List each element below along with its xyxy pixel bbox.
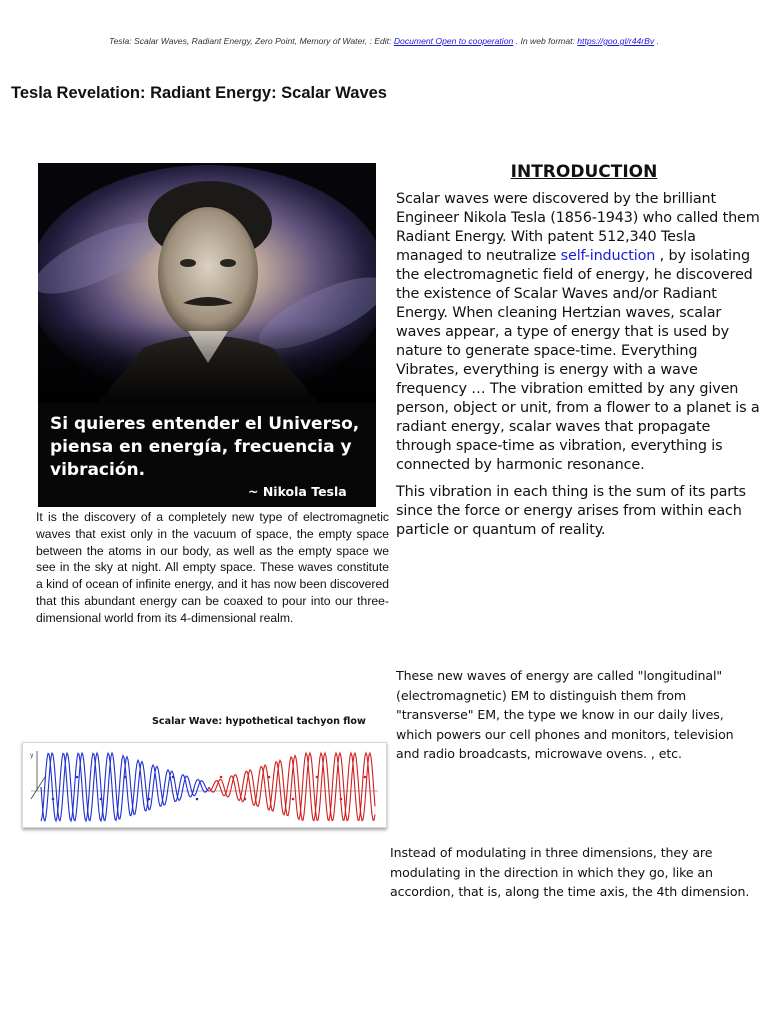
modulating-paragraph: Instead of modulating in three dimensions, they are modulating in the direction in which they go, like an accordion, that is, along the time axis, the 4th dimension.	[390, 845, 750, 899]
wave-arrow-marker	[148, 798, 151, 801]
wave-arrow-marker	[196, 798, 199, 801]
document-header	[0, 36, 768, 46]
wave-arrow-marker	[364, 776, 367, 779]
self-induction-link[interactable]: self-induction	[560, 248, 656, 264]
cooperation-link[interactable]: Document Open to cooperation	[393, 36, 514, 46]
quote-author: ~ Nikola Tesla	[248, 484, 347, 499]
scalar-wave-diagram	[23, 743, 386, 827]
wave-axis-mark: y	[30, 752, 34, 759]
wave-arrow-marker	[76, 776, 79, 779]
longitudinal-waves-paragraph: These new waves of energy are called "longitudinal" (electromagnetic) EM to distinguish them from "transverse" EM, the type we know in our daily lives, which powers our cell phones and monitors, television and radio broadcasts, microwave ovens. , etc.	[396, 668, 734, 761]
header-suffix: .	[654, 36, 659, 46]
wave-arrow-marker	[220, 776, 223, 779]
wave-arrow-marker	[52, 798, 55, 801]
wave-arrow-marker	[172, 776, 175, 779]
wave-figure-caption: Scalar Wave: hypothetical tachyon flow	[152, 716, 366, 727]
red-wave-strand	[209, 753, 375, 821]
wave-arrow-marker	[316, 776, 319, 779]
wave-arrow-marker	[292, 798, 295, 801]
tesla-quote-text: Si quieres entender el Universo, piensa en energía, frecuencia y vibración.	[50, 414, 360, 480]
tesla-portrait-image	[38, 163, 376, 507]
intro-text-after-link: , by isolating the electromagnetic field of energy, he discovered the existence of Scalar Waves and/or Radiant Energy. When cleaning Hertzian waves, scalar waves appear, a type of energy that is used by nature to generate space-time. Everything Vibrates, everything is energy with a wave frequency … The vibration emitted by any given person, object or unit, from a flower to a planet is a radiant energy, scalar waves that propagate through space-time as vibration, everything is connected by harmonic resonance.	[396, 248, 760, 473]
wave-arrow-marker	[244, 798, 247, 801]
document-title: Tesla Revelation: Radiant Energy: Scalar Waves	[11, 84, 387, 102]
vibration-paragraph: This vibration in each thing is the sum of its parts since the force or energy arises from within each particle or quantum of reality.	[396, 484, 746, 538]
wave-arrow-marker	[268, 776, 271, 779]
wave-arrow-marker	[124, 776, 127, 779]
discovery-paragraph: It is the discovery of a completely new type of electromagnetic waves that exist only in the vacuum of space, the empty space between the atoms in our body, as well as the empty space we see in the sky at night. All empty space. These waves constitute a kind of ocean of infinite energy, and it has now been discovered that this abundant energy can be coaxed to pour into our three-dimensional world from its 4-dimensional realm.	[36, 510, 389, 625]
header-prefix: Tesla: Scalar Waves, Radiant Energy, Zero Point, Memory of Water, : Edit:	[109, 36, 394, 46]
wave-arrow-marker	[100, 798, 103, 801]
wave-z-axis	[31, 777, 45, 799]
scalar-wave-figure	[22, 742, 387, 828]
wave-arrow-marker	[340, 798, 343, 801]
introduction-heading: INTRODUCTION	[510, 162, 658, 182]
red-wave-strand	[209, 753, 375, 821]
introduction-paragraph	[396, 190, 762, 475]
header-middle: . In web format:	[513, 36, 578, 46]
intro-text-before-link: Scalar waves were discovered by the brilliant Engineer Nikola Tesla (1856-1943) who called them Radiant Energy. With patent 512,340 Tesla managed to neutralize	[396, 191, 760, 264]
web-format-link[interactable]: https://goo.gl/r44rBv	[577, 36, 655, 46]
blue-wave-strand	[41, 753, 209, 821]
